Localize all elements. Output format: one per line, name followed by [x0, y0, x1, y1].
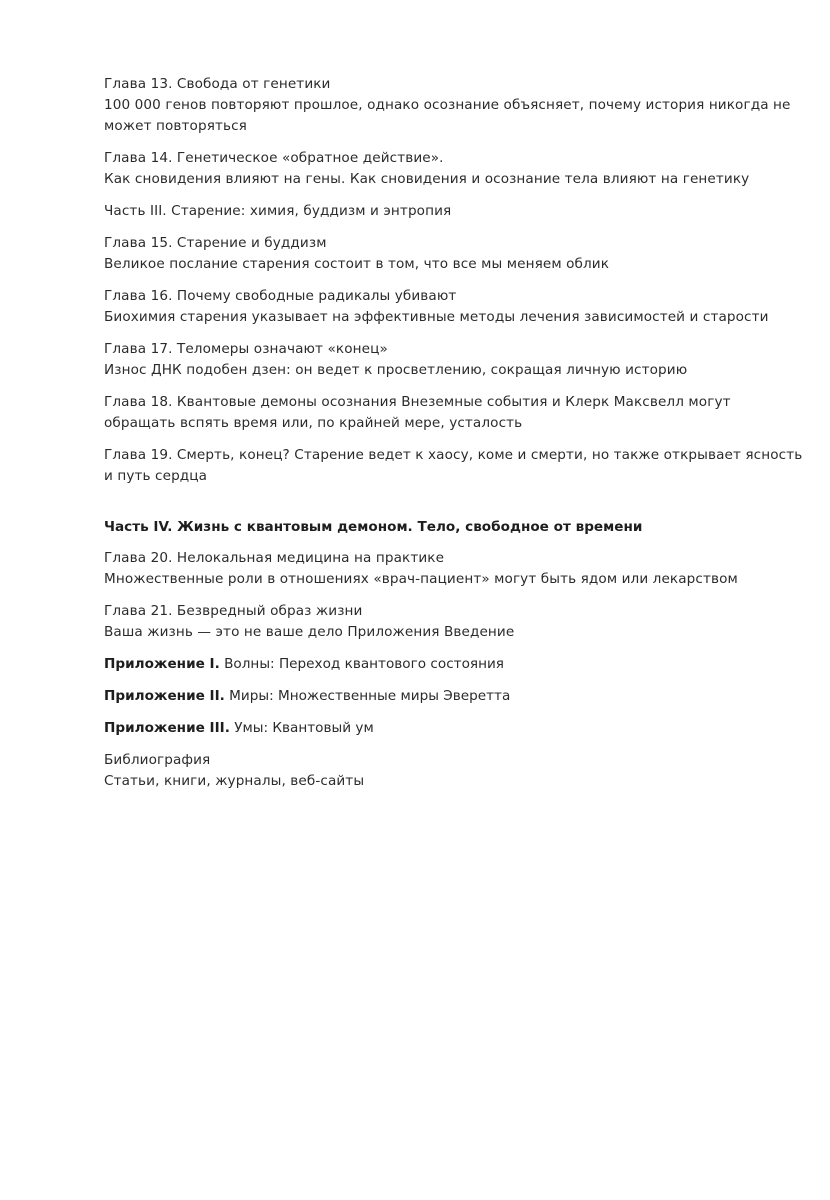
appendix-label: Приложение II.: [104, 688, 225, 704]
chapter-title: Глава 16. Почему свободные радикалы убивают: [104, 288, 457, 304]
chapter-title: Глава 15. Старение и буддизм: [104, 235, 327, 251]
toc-entry-chapter-13: [104, 74, 804, 137]
toc-entry-chapter-19: [104, 445, 804, 487]
appendix-text: Миры: Множественные миры Эверетта: [224, 688, 511, 704]
toc-entry-chapter-20: [104, 548, 804, 590]
toc-entry-bibliography: [104, 750, 804, 792]
chapter-title: Глава 13. Свобода от генетики: [104, 76, 331, 92]
appendix-label: Приложение I.: [104, 656, 220, 672]
bibliography-title: Библиография: [104, 752, 211, 768]
chapter-title: Глава 14. Генетическое «обратное действие».: [104, 150, 444, 166]
toc-entry-part-3: [104, 201, 804, 222]
toc-entry-appendix-1: [104, 654, 804, 675]
chapter-description: Износ ДНК подобен дзен: он ведет к просветлению, сокращая личную историю: [104, 362, 688, 378]
chapter-title: Глава 19. Смерть, конец? Старение ведет к хаосу, коме и смерти, но также открывает ясность и путь сердца: [104, 447, 803, 484]
toc-entry-appendix-3: [104, 718, 804, 739]
chapter-title: Глава 17. Теломеры означают «конец»: [104, 341, 388, 357]
chapter-title: Глава 21. Безвредный образ жизни: [104, 603, 363, 619]
chapter-description: Ваша жизнь — это не ваше дело Приложения Введение: [104, 624, 515, 640]
chapter-title: Глава 20. Нелокальная медицина на практике: [104, 550, 445, 566]
toc-entry-chapter-17: [104, 339, 804, 381]
table-of-contents: [104, 74, 804, 803]
toc-entry-chapter-14: [104, 148, 804, 190]
appendix-label: Приложение III.: [104, 720, 230, 736]
chapter-description: Множественные роли в отношениях «врач-пациент» могут быть ядом или лекарством: [104, 571, 738, 587]
toc-entry-chapter-16: [104, 286, 804, 328]
toc-entry-chapter-18: [104, 392, 804, 434]
chapter-description: 100 000 генов повторяют прошлое, однако осознание объясняет, почему история никогда не может повторяться: [104, 97, 791, 134]
chapter-description: Биохимия старения указывает на эффективные методы лечения зависимостей и старости: [104, 309, 769, 325]
toc-entry-chapter-15: [104, 233, 804, 275]
appendix-text: Умы: Квантовый ум: [229, 720, 374, 736]
part-4-heading: Часть IV. Жизнь с квантовым демоном. Тело, свободное от времени: [104, 519, 643, 535]
chapter-description: Великое послание старения состоит в том, что все мы меняем облик: [104, 256, 610, 272]
toc-entry-appendix-2: [104, 686, 804, 707]
part-title: Часть III. Старение: химия, буддизм и энтропия: [104, 203, 452, 219]
chapter-description: Как сновидения влияют на гены. Как сновидения и осознание тела влияют на генетику: [104, 171, 750, 187]
bibliography-description: Статьи, книги, журналы, веб-сайты: [104, 773, 365, 789]
appendix-text: Волны: Переход квантового состояния: [219, 656, 504, 672]
chapter-title: Глава 18. Квантовые демоны осознания Внеземные события и Клерк Максвелл могут обращать вспять время или, по крайней мере, усталость: [104, 394, 731, 431]
toc-entry-chapter-21: [104, 601, 804, 643]
